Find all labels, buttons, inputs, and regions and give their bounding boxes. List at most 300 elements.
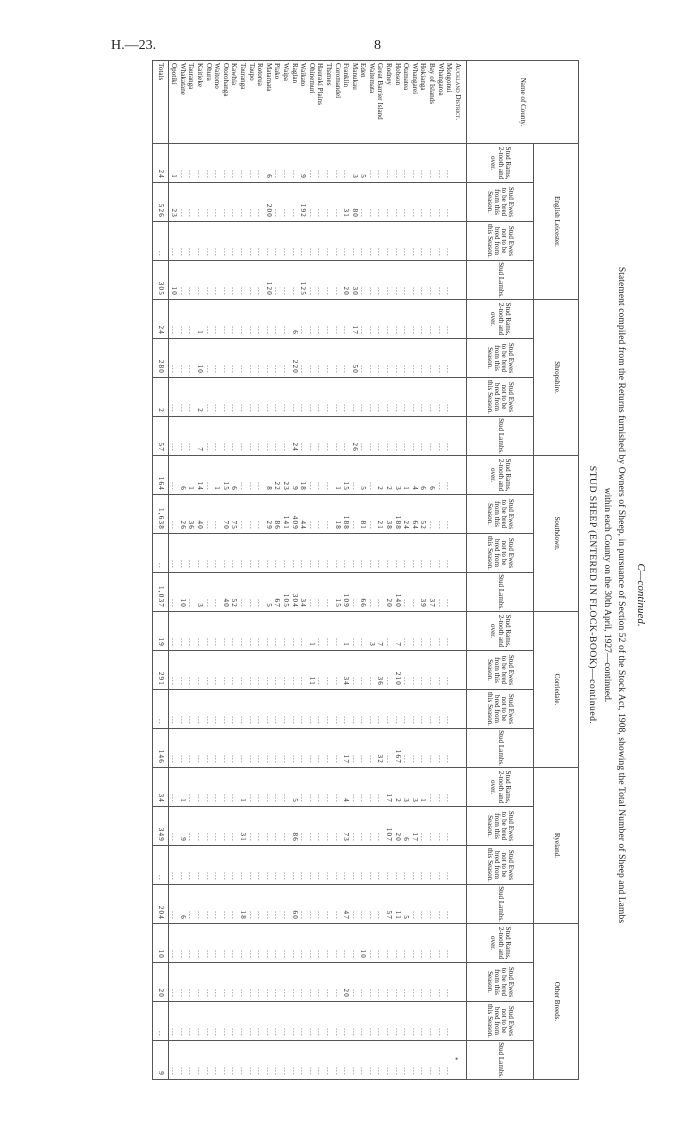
column-header-rams: Stud Rams, 2-tooth and over. — [467, 768, 534, 807]
total-cell: 34 — [153, 768, 169, 807]
empty-cell: ... — [358, 339, 367, 378]
value-cell: 5 — [264, 573, 273, 612]
empty-cell: ... — [401, 300, 410, 339]
empty-cell: ... — [316, 378, 325, 417]
empty-cell: ... — [324, 963, 333, 1002]
county-name: Waikato — [298, 61, 307, 144]
empty-cell: ... — [436, 612, 445, 651]
empty-cell: ... — [290, 651, 299, 690]
column-header-lambs: Stud Lambs. — [467, 1041, 534, 1080]
empty-cell: ... — [247, 339, 256, 378]
empty-cell — [453, 573, 467, 612]
empty-cell: ... — [298, 300, 307, 339]
value-cell: 6 — [401, 807, 410, 846]
empty-cell: ... — [187, 729, 196, 768]
value-cell: 67 — [273, 573, 282, 612]
empty-cell: ... — [427, 339, 436, 378]
value-cell: 2 — [393, 768, 402, 807]
empty-cell: ... — [444, 222, 453, 261]
column-header-lambs: Stud Lambs. — [467, 417, 534, 456]
empty-cell: ... — [238, 690, 247, 729]
empty-cell: ... — [444, 417, 453, 456]
empty-cell: ... — [324, 651, 333, 690]
empty-cell — [453, 729, 467, 768]
empty-cell: ... — [212, 300, 221, 339]
empty-cell: ... — [384, 300, 393, 339]
empty-cell: ... — [358, 378, 367, 417]
empty-cell: ... — [178, 339, 187, 378]
empty-cell: ... — [298, 378, 307, 417]
empty-cell: ... — [436, 846, 445, 885]
empty-cell: ... — [427, 300, 436, 339]
empty-cell: ... — [187, 378, 196, 417]
empty-cell: ... — [221, 261, 230, 300]
empty-cell: ... — [444, 144, 453, 183]
empty-cell: ... — [410, 1002, 419, 1041]
value-cell: 26 — [178, 495, 187, 534]
empty-cell: ... — [316, 846, 325, 885]
county-name: Franklin — [341, 61, 350, 144]
empty-cell: ... — [169, 1002, 178, 1041]
empty-cell: ... — [298, 963, 307, 1002]
county-name: Ohura — [204, 61, 213, 144]
district-label: Auckland District. — [453, 61, 467, 144]
empty-cell: ... — [281, 651, 290, 690]
column-header-ewes-not: Stud Ewes not to be bred from this Season. — [467, 534, 534, 573]
table-row — [238, 61, 247, 1080]
empty-cell: ... — [238, 261, 247, 300]
empty-cell: ... — [230, 846, 239, 885]
empty-cell: ... — [419, 1002, 428, 1041]
empty-cell: ... — [178, 144, 187, 183]
empty-cell: ... — [393, 963, 402, 1002]
value-cell: 1 — [307, 612, 316, 651]
value-cell: 47 — [341, 885, 350, 924]
empty-cell: ... — [316, 612, 325, 651]
empty-cell: ... — [281, 690, 290, 729]
empty-cell: ... — [212, 846, 221, 885]
empty-cell: ... — [290, 924, 299, 963]
empty-cell: ... — [367, 768, 376, 807]
empty-cell: ... — [341, 534, 350, 573]
empty-cell: ... — [298, 768, 307, 807]
empty-cell: ... — [316, 729, 325, 768]
table-row — [230, 61, 239, 1080]
empty-cell: ... — [238, 417, 247, 456]
empty-cell: ... — [221, 144, 230, 183]
empty-cell: ... — [316, 339, 325, 378]
county-name: Raglan — [290, 61, 299, 144]
county-name: Rodney — [384, 61, 393, 144]
total-cell: 10 — [153, 924, 169, 963]
empty-cell — [453, 339, 467, 378]
empty-cell: ... — [281, 300, 290, 339]
name-of-county-header: Name of County. — [467, 61, 579, 144]
empty-cell: ... — [384, 846, 393, 885]
empty-cell: ... — [195, 924, 204, 963]
value-cell: 3 — [410, 768, 419, 807]
empty-cell: ... — [358, 1041, 367, 1080]
county-name: Rotorua — [255, 61, 264, 144]
empty-cell: ... — [333, 378, 342, 417]
table-row — [298, 61, 307, 1080]
empty-cell: ... — [401, 729, 410, 768]
empty-cell: ... — [238, 651, 247, 690]
empty-cell: ... — [419, 729, 428, 768]
empty-cell — [453, 924, 467, 963]
empty-cell: ... — [307, 846, 316, 885]
total-cell: .. — [153, 690, 169, 729]
total-cell: .. — [153, 846, 169, 885]
empty-cell: ... — [358, 768, 367, 807]
empty-cell: ... — [419, 183, 428, 222]
column-header-rams: Stud Rams, 2-tooth and over. — [467, 456, 534, 495]
empty-cell: ... — [221, 963, 230, 1002]
empty-cell: ... — [230, 261, 239, 300]
empty-cell: ... — [238, 1041, 247, 1080]
empty-cell: ... — [316, 963, 325, 1002]
value-cell: 37 — [427, 573, 436, 612]
empty-cell: ... — [384, 729, 393, 768]
empty-cell: ... — [376, 807, 385, 846]
empty-cell: ... — [316, 924, 325, 963]
empty-cell: ... — [247, 261, 256, 300]
value-cell: 2 — [376, 456, 385, 495]
value-cell: 4 — [410, 456, 419, 495]
county-name: Bay of Islands — [427, 61, 436, 144]
total-cell: 204 — [153, 885, 169, 924]
empty-cell: ... — [350, 729, 359, 768]
empty-cell: ... — [212, 963, 221, 1002]
empty-cell: ... — [410, 846, 419, 885]
empty-cell: ... — [187, 339, 196, 378]
empty-cell: ... — [281, 924, 290, 963]
empty-cell: ... — [169, 846, 178, 885]
total-cell: 24 — [153, 300, 169, 339]
empty-cell: ... — [281, 534, 290, 573]
empty-cell: ... — [419, 534, 428, 573]
empty-cell: ... — [324, 807, 333, 846]
value-cell: 20 — [393, 807, 402, 846]
empty-cell: ... — [187, 300, 196, 339]
empty-cell: ... — [204, 300, 213, 339]
empty-cell: ... — [410, 1041, 419, 1080]
empty-cell: ... — [298, 807, 307, 846]
empty-cell: ... — [290, 378, 299, 417]
empty-cell: ... — [444, 768, 453, 807]
empty-cell: ... — [230, 339, 239, 378]
table-row — [401, 61, 410, 1080]
empty-cell: ... — [204, 963, 213, 1002]
empty-cell: ... — [401, 144, 410, 183]
empty-cell: ... — [212, 807, 221, 846]
empty-cell: ... — [324, 144, 333, 183]
value-cell: 200 — [264, 183, 273, 222]
empty-cell: ... — [410, 222, 419, 261]
empty-cell: ... — [333, 300, 342, 339]
empty-cell: ... — [187, 807, 196, 846]
empty-cell: ... — [316, 651, 325, 690]
empty-cell: ... — [230, 768, 239, 807]
empty-cell: ... — [290, 963, 299, 1002]
total-cell: 1,037 — [153, 573, 169, 612]
empty-cell: ... — [367, 339, 376, 378]
empty-cell: ... — [187, 885, 196, 924]
value-cell: 10 — [178, 573, 187, 612]
empty-cell: ... — [169, 573, 178, 612]
table-row — [436, 61, 445, 1080]
value-cell: 120 — [264, 261, 273, 300]
empty-cell: ... — [178, 612, 187, 651]
empty-cell: ... — [195, 846, 204, 885]
empty-cell: ... — [401, 924, 410, 963]
table-row — [187, 61, 196, 1080]
empty-cell: ... — [187, 183, 196, 222]
empty-cell: ... — [316, 573, 325, 612]
value-cell: 60 — [290, 885, 299, 924]
empty-cell: ... — [169, 690, 178, 729]
county-name: Hauraki Plains — [316, 61, 325, 144]
empty-cell: ... — [273, 1041, 282, 1080]
value-cell: 15 — [333, 573, 342, 612]
empty-cell: ... — [273, 378, 282, 417]
empty-cell: ... — [367, 963, 376, 1002]
empty-cell: ... — [358, 183, 367, 222]
empty-cell: ... — [247, 495, 256, 534]
empty-cell: ... — [290, 183, 299, 222]
empty-cell: ... — [316, 417, 325, 456]
empty-cell: ... — [316, 456, 325, 495]
empty-cell: ... — [255, 456, 264, 495]
empty-cell: ... — [419, 885, 428, 924]
value-cell: 17 — [410, 807, 419, 846]
column-header-lambs: Stud Lambs. — [467, 885, 534, 924]
empty-cell — [453, 963, 467, 1002]
empty-cell: ... — [419, 144, 428, 183]
empty-cell: ... — [187, 690, 196, 729]
empty-cell: ... — [281, 963, 290, 1002]
value-cell: 34 — [298, 573, 307, 612]
empty-cell: ... — [204, 846, 213, 885]
empty-cell: ... — [298, 729, 307, 768]
empty-cell: ... — [427, 690, 436, 729]
empty-cell: ... — [264, 378, 273, 417]
value-cell: 1 — [169, 144, 178, 183]
empty-cell: ... — [384, 222, 393, 261]
empty-cell: ... — [350, 963, 359, 1002]
value-cell: 34 — [341, 651, 350, 690]
empty-cell: ... — [221, 885, 230, 924]
value-cell: 40 — [195, 495, 204, 534]
total-cell: 24 — [153, 144, 169, 183]
empty-cell: ... — [350, 690, 359, 729]
empty-cell: ... — [212, 417, 221, 456]
value-cell: 1 — [187, 456, 196, 495]
empty-cell: ... — [195, 963, 204, 1002]
empty-cell: ... — [212, 222, 221, 261]
empty-cell: ... — [298, 1002, 307, 1041]
empty-cell: ... — [204, 924, 213, 963]
empty-cell: ... — [341, 339, 350, 378]
empty-cell: ... — [221, 1041, 230, 1080]
empty-cell: ... — [247, 846, 256, 885]
column-header-ewes-bred: Stud Ewes to be bred from this Season. — [467, 807, 534, 846]
value-cell: 5 — [290, 768, 299, 807]
value-cell: 1 — [419, 768, 428, 807]
empty-cell: ... — [393, 339, 402, 378]
empty-cell: ... — [427, 885, 436, 924]
empty-cell: ... — [169, 612, 178, 651]
column-header-ewes-not: Stud Ewes not to be bred from this Season. — [467, 1002, 534, 1041]
table-row — [341, 61, 350, 1080]
empty-cell: ... — [427, 729, 436, 768]
empty-cell: ... — [247, 651, 256, 690]
empty-cell: ... — [195, 885, 204, 924]
empty-cell: ... — [264, 963, 273, 1002]
empty-cell: ... — [427, 963, 436, 1002]
empty-cell: ... — [255, 768, 264, 807]
empty-cell: ... — [204, 378, 213, 417]
empty-cell: ... — [358, 534, 367, 573]
empty-cell: ... — [212, 885, 221, 924]
empty-cell: ... — [204, 222, 213, 261]
empty-cell: ... — [230, 300, 239, 339]
empty-cell: ... — [204, 573, 213, 612]
empty-cell: ... — [367, 729, 376, 768]
empty-cell: ... — [178, 729, 187, 768]
county-name: Thames — [324, 61, 333, 144]
empty-cell: ... — [367, 1041, 376, 1080]
value-cell: 9 — [290, 456, 299, 495]
empty-cell: ... — [204, 183, 213, 222]
empty-cell: ... — [427, 378, 436, 417]
empty-cell: ... — [350, 222, 359, 261]
page-header-left: H.—23. — [111, 38, 157, 53]
empty-cell: ... — [376, 690, 385, 729]
empty-cell — [453, 222, 467, 261]
empty-cell: ... — [401, 963, 410, 1002]
empty-cell: ... — [376, 846, 385, 885]
value-cell: 6 — [427, 456, 436, 495]
empty-cell: ... — [419, 339, 428, 378]
table-row — [281, 61, 290, 1080]
empty-cell: ... — [307, 573, 316, 612]
empty-cell: ... — [393, 183, 402, 222]
empty-cell: ... — [436, 261, 445, 300]
empty-cell — [453, 651, 467, 690]
empty-cell: ... — [178, 651, 187, 690]
empty-cell: ... — [238, 729, 247, 768]
value-cell: 70 — [221, 495, 230, 534]
empty-cell: ... — [307, 924, 316, 963]
empty-cell: ... — [393, 144, 402, 183]
empty-cell: ... — [169, 963, 178, 1002]
empty-cell: ... — [204, 144, 213, 183]
empty-cell — [453, 378, 467, 417]
value-cell: 17 — [384, 768, 393, 807]
empty-cell: ... — [298, 1041, 307, 1080]
column-header-ewes-not: Stud Ewes not to be bred from this Season. — [467, 690, 534, 729]
empty-cell: ... — [410, 885, 419, 924]
empty-cell: ... — [264, 768, 273, 807]
empty-cell: ... — [419, 261, 428, 300]
empty-cell: ... — [187, 1041, 196, 1080]
empty-cell: ... — [281, 144, 290, 183]
empty-cell: ... — [444, 456, 453, 495]
value-cell: 6 — [290, 300, 299, 339]
empty-cell: ... — [247, 768, 256, 807]
value-cell: 50 — [350, 339, 359, 378]
value-cell: 31 — [238, 807, 247, 846]
empty-cell: ... — [247, 1041, 256, 1080]
value-cell: 6 — [178, 456, 187, 495]
empty-cell: ... — [264, 1002, 273, 1041]
empty-cell: ... — [238, 612, 247, 651]
value-cell: 24 — [290, 417, 299, 456]
empty-cell: ... — [281, 378, 290, 417]
empty-cell: ... — [247, 885, 256, 924]
empty-cell: ... — [316, 1041, 325, 1080]
empty-cell: ... — [212, 378, 221, 417]
empty-cell: ... — [401, 417, 410, 456]
empty-cell: ... — [204, 417, 213, 456]
empty-cell: ... — [367, 144, 376, 183]
empty-cell: ... — [307, 1002, 316, 1041]
table-row — [324, 61, 333, 1080]
empty-cell: ... — [255, 963, 264, 1002]
empty-cell: ... — [204, 651, 213, 690]
county-name: Coromandel — [333, 61, 342, 144]
county-name: Kaitieke — [195, 61, 204, 144]
empty-cell: ... — [238, 144, 247, 183]
empty-cell: ... — [401, 378, 410, 417]
breed-header: English Leicester. — [534, 144, 579, 300]
empty-cell: ... — [255, 807, 264, 846]
table-row — [358, 61, 367, 1080]
empty-cell — [453, 183, 467, 222]
empty-cell: ... — [350, 807, 359, 846]
empty-cell: ... — [316, 807, 325, 846]
empty-cell: ... — [255, 378, 264, 417]
table-row — [273, 61, 282, 1080]
empty-cell: ... — [307, 222, 316, 261]
county-name: Kawhia — [230, 61, 239, 144]
empty-cell: ... — [281, 807, 290, 846]
empty-cell: ... — [410, 300, 419, 339]
value-cell: 44 — [298, 495, 307, 534]
empty-cell: ... — [238, 183, 247, 222]
table-row — [221, 61, 230, 1080]
empty-cell — [453, 300, 467, 339]
empty-cell: ... — [221, 300, 230, 339]
total-cell: 280 — [153, 339, 169, 378]
empty-cell: ... — [290, 261, 299, 300]
empty-cell: ... — [410, 534, 419, 573]
empty-cell: ... — [324, 417, 333, 456]
value-cell: 167 — [393, 729, 402, 768]
empty-cell: ... — [367, 456, 376, 495]
value-cell: 20 — [341, 963, 350, 1002]
value-cell: 31 — [341, 183, 350, 222]
empty-cell: ... — [273, 807, 282, 846]
empty-cell: ... — [255, 885, 264, 924]
empty-cell: ... — [298, 339, 307, 378]
value-cell: 9 — [298, 144, 307, 183]
value-cell: 32 — [376, 729, 385, 768]
empty-cell: ... — [350, 378, 359, 417]
empty-cell: ... — [169, 768, 178, 807]
empty-cell: ... — [221, 768, 230, 807]
